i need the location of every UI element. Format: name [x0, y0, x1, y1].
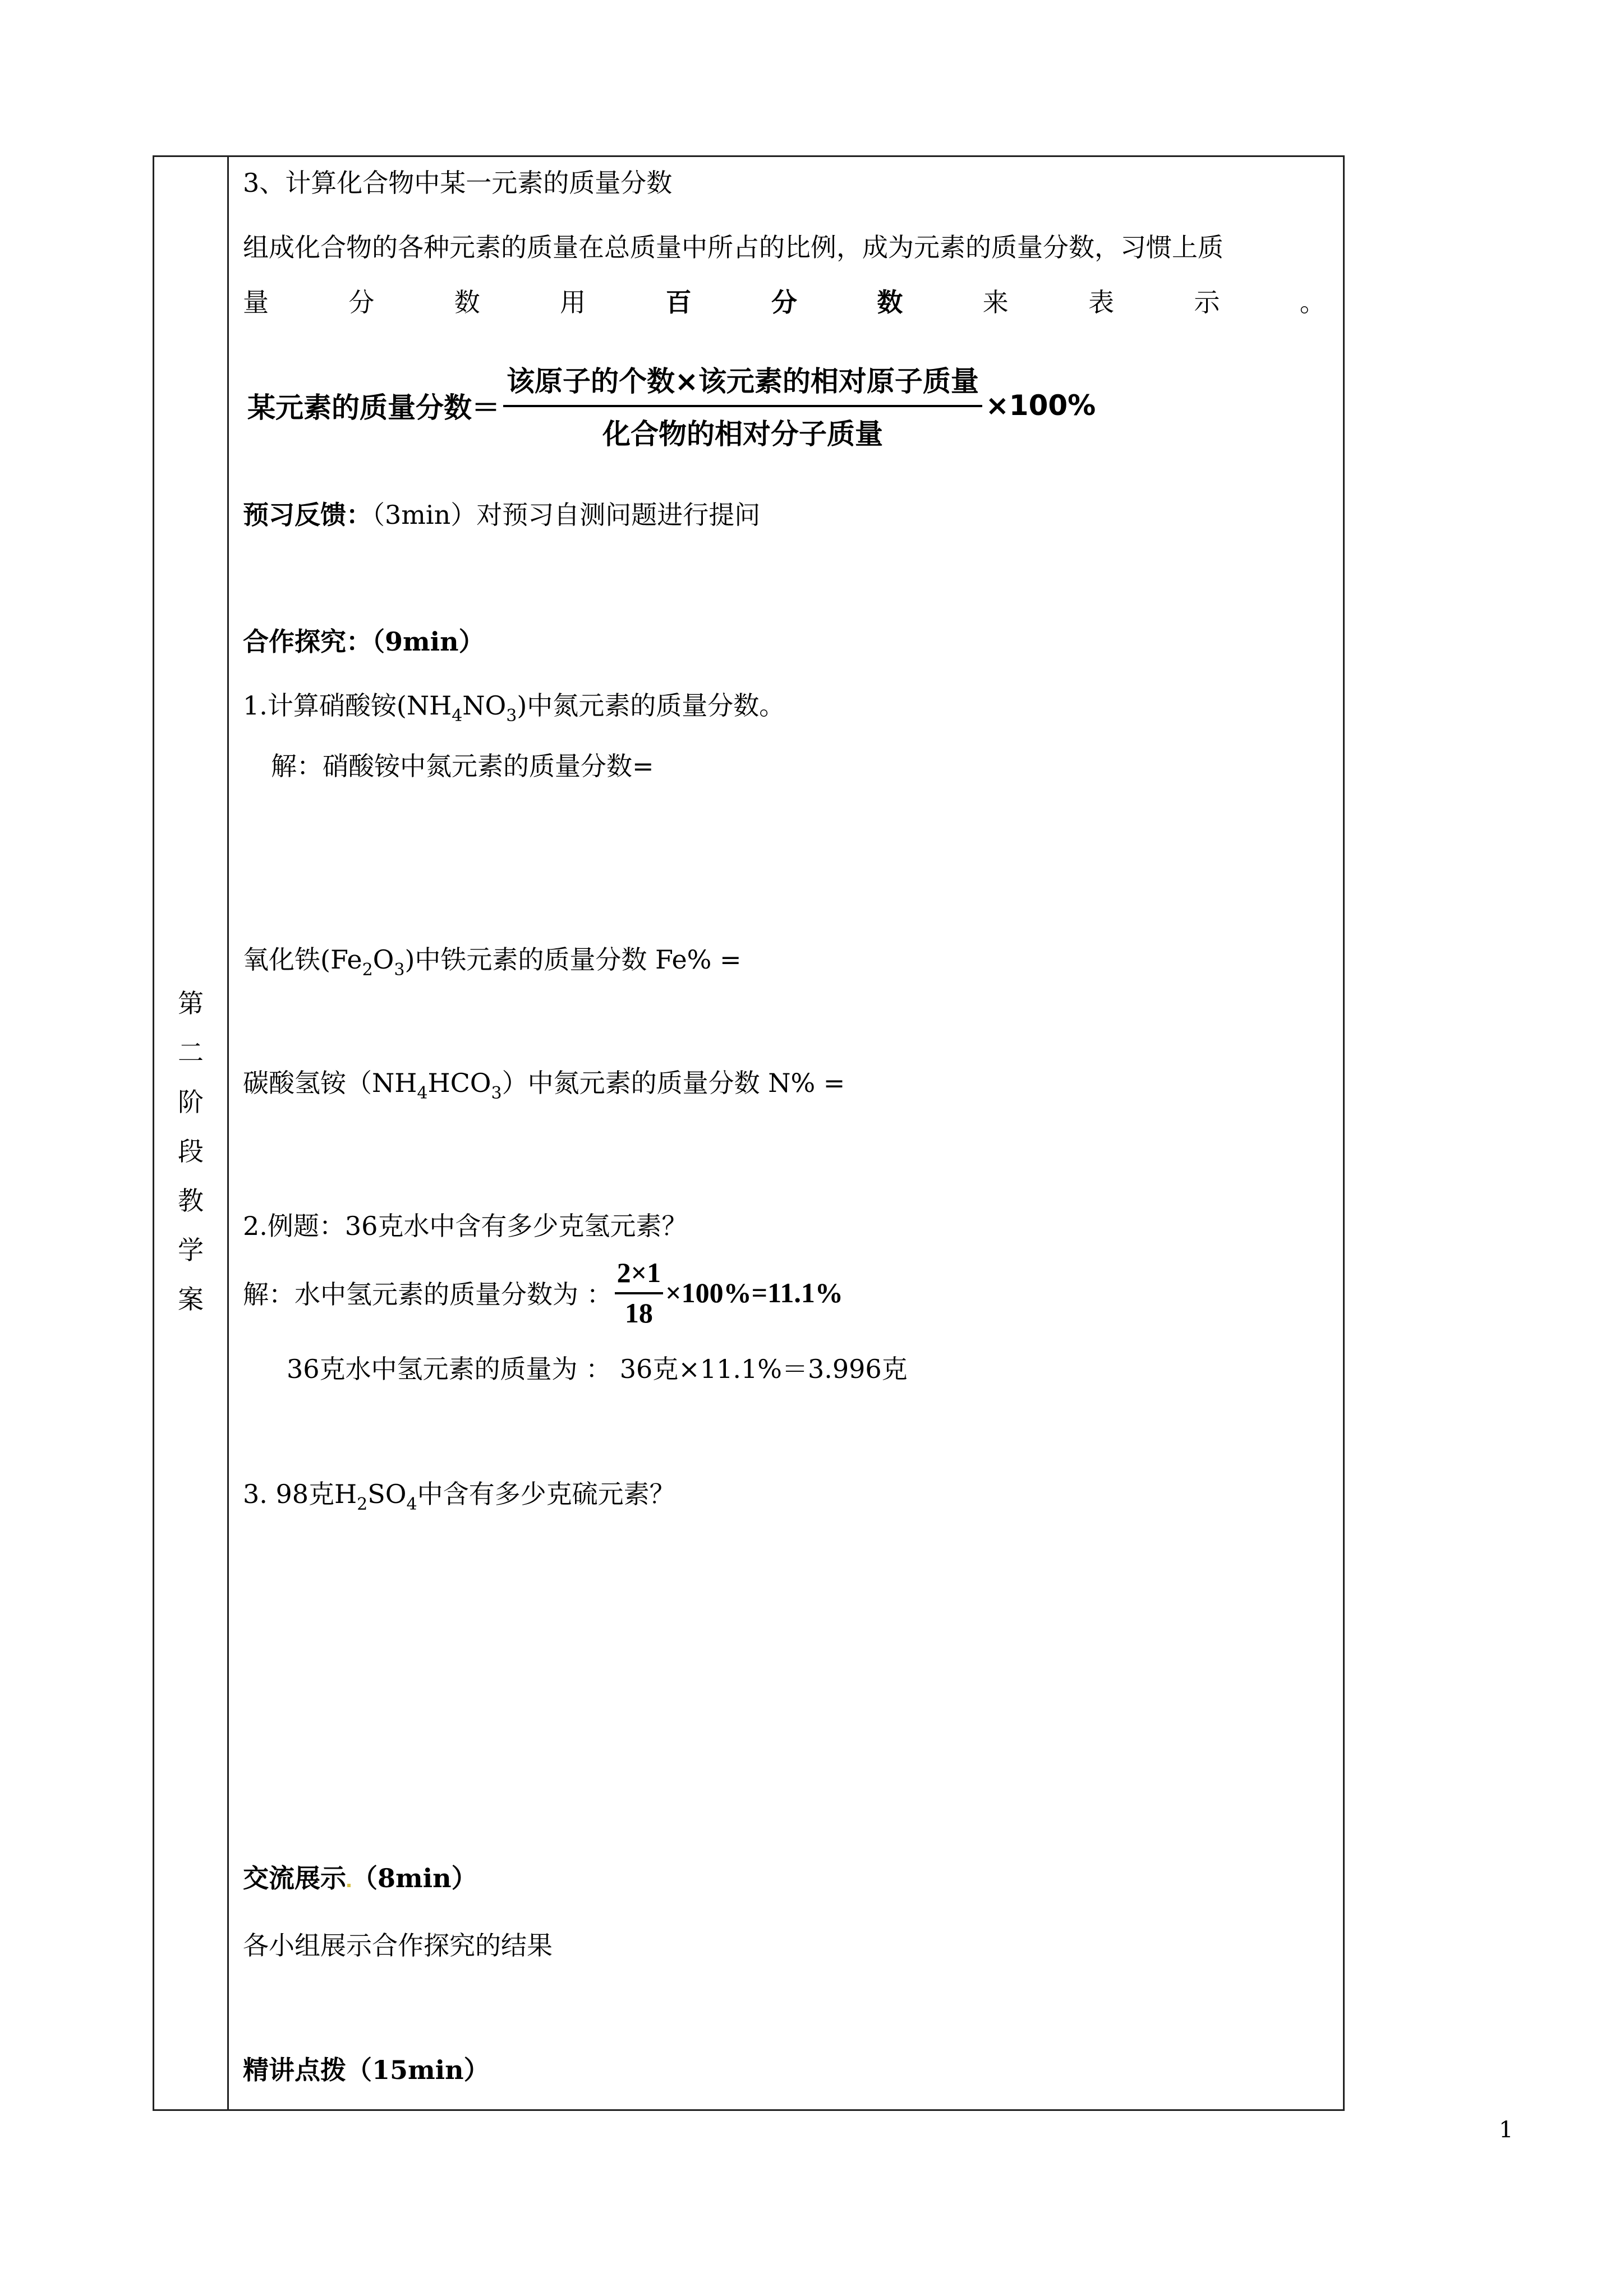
q3-text: 3. 98克H [243, 1479, 357, 1509]
question-nh4hco3 [243, 1068, 845, 1103]
stage-char: 第 [178, 988, 204, 1018]
q3-text: 中含有多少克硫元素？ [417, 1479, 675, 1509]
word-bold: 分 [771, 287, 797, 317]
subscript: 2 [362, 960, 373, 980]
stage-char: 阶 [178, 1087, 204, 1117]
fraction-suffix: ×100%=11.1% [665, 1277, 843, 1308]
subscript: 3 [394, 960, 405, 980]
formula-lhs: 某元素的质量分数＝ [247, 391, 500, 424]
q3-text: SO [367, 1479, 407, 1509]
column-divider [227, 157, 229, 2109]
formula-denominator: 化合物的相对分子质量 [602, 418, 883, 450]
hydrogen-fraction [615, 1256, 664, 1329]
subscript: 4 [417, 1084, 428, 1103]
fraction-numerator: 2×1 [615, 1256, 664, 1294]
word: 分 [348, 287, 375, 317]
q1-text: )中氮元素的质量分数。 [517, 690, 785, 721]
word: 。 [1299, 287, 1326, 317]
subscript: 4 [406, 1495, 417, 1514]
formula-fraction [503, 359, 982, 452]
word: 来 [982, 287, 1009, 317]
lecture-heading: 精讲点拨（15min） [243, 2055, 490, 2085]
stage-char: 案 [178, 1284, 204, 1315]
exchange-label: 交流展示 [243, 1863, 346, 1893]
stage-label [154, 979, 227, 1324]
qfe-text: O [372, 944, 394, 975]
stage-char: 段 [178, 1136, 204, 1167]
q1-text: 1.计算硝酸铵(NH [243, 690, 452, 721]
exchange-time: （8min） [352, 1863, 477, 1893]
exchange-heading [243, 1864, 477, 1893]
section-heading: 3、计算化合物中某一元素的质量分数 [243, 168, 673, 198]
subscript: 3 [506, 706, 517, 726]
content-cell [243, 157, 1332, 2109]
qfe-text: 氧化铁(Fe [243, 944, 362, 975]
exchange-text: 各小组展示合作探究的结果 [243, 1930, 553, 1961]
word: 用 [560, 287, 586, 317]
example-2-result: 36克水中氢元素的质量为 ： 36克×11.1%＝3.996克 [287, 1354, 908, 1384]
word: 数 [454, 287, 480, 317]
subscript: 4 [452, 706, 463, 726]
formula-numerator: 该原子的个数×该元素的相对原子质量 [503, 359, 982, 407]
yellow-dot-mark [347, 1884, 351, 1887]
preview-feedback [243, 500, 760, 530]
definition-line-1: 组成化合物的各种元素的质量在总质量中所占的比例，成为元素的质量分数，习惯上质 [243, 232, 1223, 262]
feedback-text: （3min）对预习自测问题进行提问 [372, 500, 761, 530]
example-2-heading: 2.例题：36克水中含有多少克氢元素？ [243, 1211, 688, 1241]
example-2-solution [243, 1256, 843, 1329]
word: 表 [1088, 287, 1115, 317]
feedback-label: 预习反馈： [243, 500, 372, 530]
page-number: 1 [1499, 2117, 1513, 2143]
solution-label: 解：水中氢元素的质量分数为 ： [243, 1279, 613, 1310]
question-3 [243, 1479, 675, 1514]
cooperation-heading: 合作探究：（9min） [243, 626, 485, 657]
mass-fraction-formula [247, 363, 1096, 448]
qnh4-text: HCO [427, 1068, 491, 1098]
question-1-answer: 解：硝酸铵中氮元素的质量分数= [271, 751, 654, 781]
qnh4-text: ）中氮元素的质量分数 N% = [502, 1068, 845, 1098]
word-bold: 数 [877, 287, 903, 317]
formula-suffix: ×100% [985, 389, 1096, 422]
fraction-denominator: 18 [624, 1297, 653, 1329]
definition-line-2 [243, 289, 1326, 315]
qnh4-text: 碳酸氢铵（NH [243, 1068, 417, 1098]
word: 量 [243, 287, 269, 317]
word-bold: 百 [665, 287, 692, 317]
q1-text: NO [462, 690, 507, 721]
subscript: 3 [491, 1084, 502, 1103]
stage-char: 学 [178, 1235, 204, 1265]
word: 示 [1194, 287, 1220, 317]
question-1 [243, 690, 785, 726]
stage-char: 教 [178, 1186, 204, 1216]
qfe-text: )中铁元素的质量分数 Fe% = [404, 944, 742, 975]
question-fe2o3 [243, 944, 742, 980]
subscript: 2 [357, 1495, 368, 1514]
stage-char: 二 [178, 1038, 204, 1068]
lesson-table [153, 155, 1345, 2111]
definition-paragraph [243, 232, 1326, 317]
